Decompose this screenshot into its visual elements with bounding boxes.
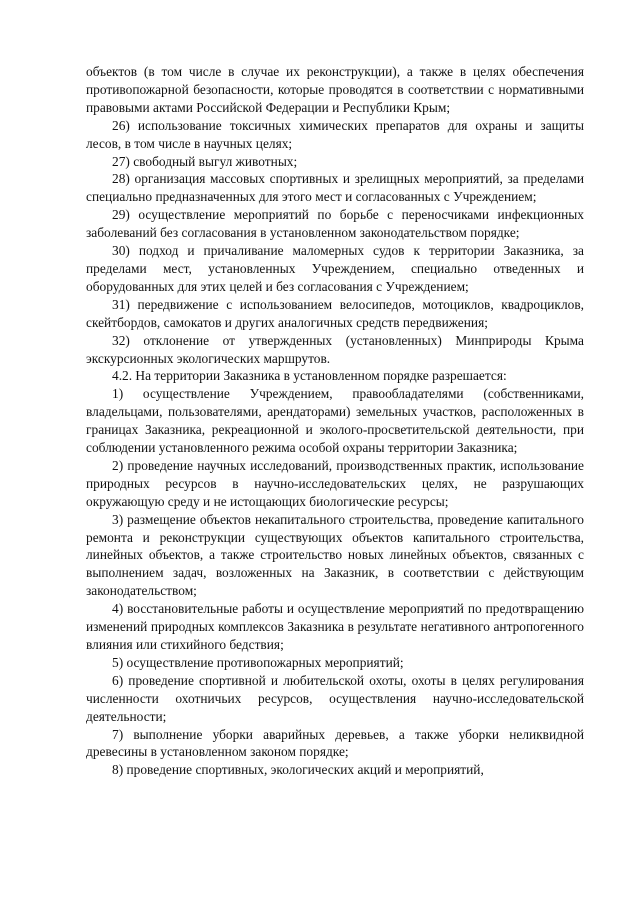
paragraph-allowed-6: 6) проведение спортивной и любительской охоты, охоты в целях регулирования численности охотничьих ресурсов, осуществления научно-исследовательской деятельности; — [86, 672, 584, 724]
paragraph-allowed-1: 1) осуществление Учреждением, правообладателями (собственниками, владельцами, пользователями, арендаторами) земельных участков, расположенных в границах Заказника, рекреационной и эколого-просветительской деятельности, при соблюдении установленного режима особой охраны территории Заказника; — [86, 386, 584, 456]
paragraph-item-28: 28) организация массовых спортивных и зрелищных мероприятий, за пределами специально предназначенных для этого мест и согласованных с Учреждением; — [86, 171, 584, 205]
paragraph-allowed-4: 4) восстановительные работы и осуществление мероприятий по предотвращению изменений природных комплексов Заказника в результате негативного антропогенного влияния или стихийного бедствия; — [86, 601, 584, 652]
paragraph-continuation: объектов (в том числе в случае их реконструкции), а также в целях обеспечения противопожарной безопасности, которые проводятся в соответствии с нормативными правовыми актами Российской Федерации и Республики Крым; — [86, 64, 584, 115]
paragraph-item-30: 30) подход и причаливание маломерных судов к территории Заказника, за пределами мест, установленных Учреждением, специально отведенных и оборудованных для этих целей и без согласования с Учреждением; — [86, 243, 584, 294]
paragraph-allowed-7: 7) выполнение уборки аварийных деревьев, а также уборки неликвидной древесины в установленном законом порядке; — [86, 726, 584, 760]
paragraph-allowed-8: 8) проведение спортивных, экологических акций и мероприятий, — [112, 762, 484, 778]
paragraph-allowed-5: 5) осуществление противопожарных мероприятий; — [112, 654, 404, 670]
paragraph-allowed-3: 3) размещение объектов некапитального строительства, проведение капитального ремонта и реконструкции существующих объектов капитального строительства, линейных объектов, а также строительство новых линейных объектов, связанных с выполнением задач, возложенных на Заказник, в соответствии с действующим законодательством; — [86, 511, 584, 599]
paragraph-allowed-2: 2) проведение научных исследований, производственных практик, использование природных ресурсов в научно-исследовательских целях, не разрушающих окружающую среду и не истощающих биологические ресурсы; — [86, 457, 584, 509]
paragraph-item-29: 29) осуществление мероприятий по борьбе с переносчиками инфекционных заболеваний без согласования в установленном законодательством порядке; — [86, 207, 584, 241]
paragraph-item-31: 31) передвижение с использованием велосипедов, мотоциклов, квадроциклов, скейтбордов, самокатов и других аналогичных средств передвижения; — [86, 296, 584, 330]
paragraph-item-27: 27) свободный выгул животных; — [112, 153, 298, 169]
paragraph-item-32: 32) отклонение от утвержденных (установленных) Минприроды Крыма экскурсионных экологических маршрутов. — [86, 332, 584, 366]
document-body — [86, 63, 584, 779]
section-heading-4-2: 4.2. На территории Заказника в установленном порядке разрешается: — [112, 368, 507, 384]
paragraph-item-26: 26) использование токсичных химических препаратов для охраны и защиты лесов, в том числе в научных целях; — [86, 117, 584, 151]
